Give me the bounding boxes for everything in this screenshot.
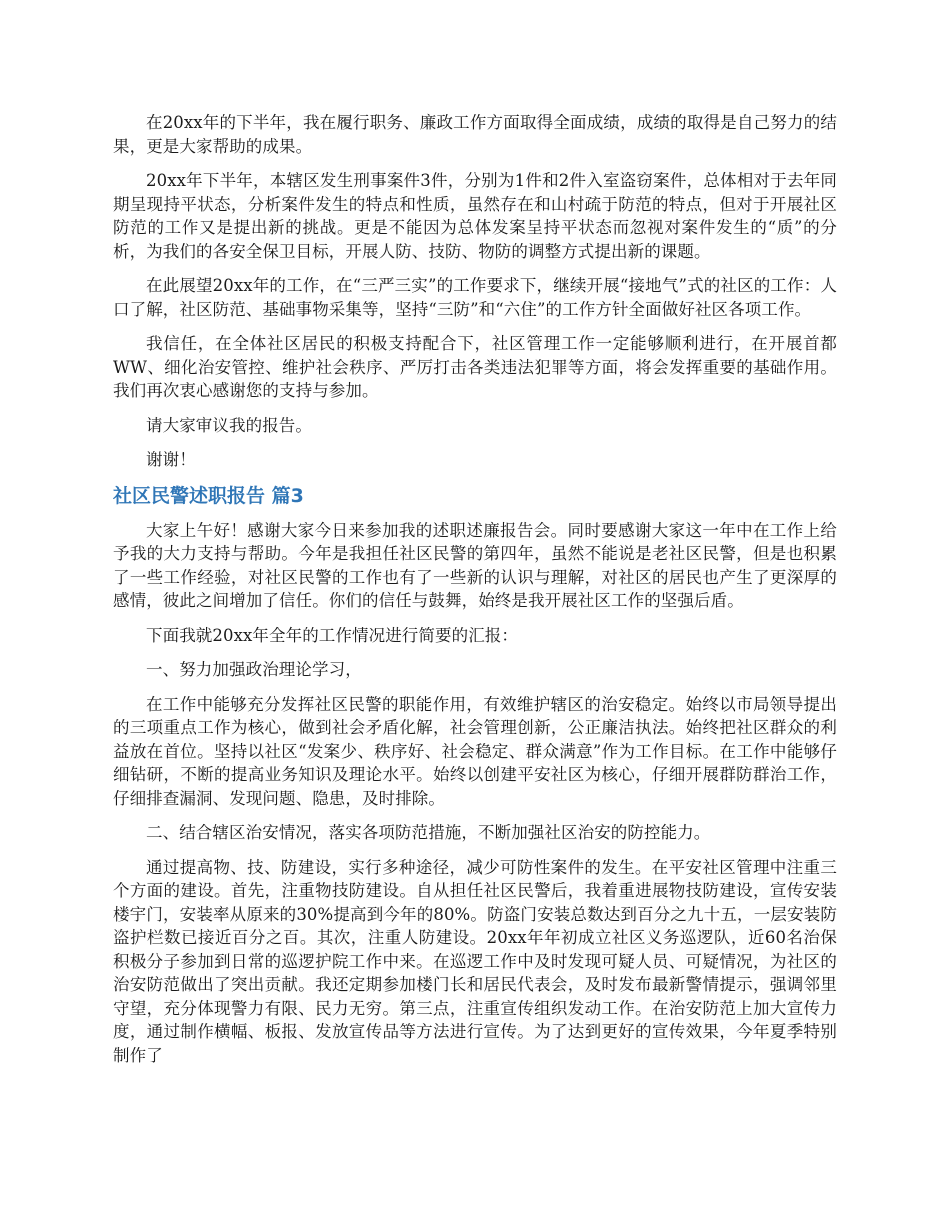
paragraph-point-two: 二、结合辖区治安情况，落实各项防范措施，不断加强社区治安的防控能力。 xyxy=(146,823,711,842)
paragraph-report-intro: 下面我就20xx年全年的工作情况进行简要的汇报： xyxy=(146,625,519,645)
paragraph-thanks: 谢谢！ xyxy=(146,450,196,469)
paragraph-greeting: 大家上午好！感谢大家今日来参加我的述职述廉报告会。同时要感谢大家这一年中在工作上给予我的大力支持与帮助。今年是我担任社区民警的第四年，虽然不能说是老社区民警，但是也积累了一些工作经验，对社区民警的工作也有了一些新的认识与理解，对社区的居民也产生了更深厚的感情，彼此之间增加了信任。你们的信任与鼓舞，始终是我开展社区工作的坚强后盾。 xyxy=(113,520,837,610)
section-heading: 社区民警述职报告 篇3 xyxy=(113,484,304,507)
paragraph-duty-performance: 在工作中能够充分发挥社区民警的职能作用，有效维护辖区的治安稳定。始终以市局领导提出的三项重点工作为核心，做到社会矛盾化解，社会管理创新，公正廉洁执法。始终把社区群众的利益放在首位。坚持以社区“发案少、秩序好、社会稳定、群众满意”作为工作目标。在工作中能够仔细钻研，不断的提高业务知识及理论水平。始终以创建平安社区为核心，仔细开展群防群治工作，仔细排查漏洞、发现问题、隐患，及时排除。 xyxy=(113,694,837,808)
paragraph-point-one: 一、努力加强政治理论学习， xyxy=(146,660,362,679)
paragraph-case-statistics: 20xx年下半年，本辖区发生刑事案件3件，分别为1件和2件入室盗窃案件，总体相对于去年同期呈现持平状态，分析案件发生的特点和性质，虽然存在和山村疏于防范的特点，但对于开展社区防范的工作又是提出新的挑战。更是不能因为总体发案呈持平状态而忽视对案件发生的“质”的分析，为我们的各安全保卫目标，开展人防、技防、物防的调整方式提出新的课题。 xyxy=(113,171,837,261)
document-page xyxy=(113,111,837,1078)
paragraph-outlook: 在此展望20xx年的工作，在“三严三实”的工作要求下，继续开展“接地气”式的社区的工作：人口了解，社区防范、基础事物采集等，坚持“三防”和“六住”的工作方针全面做好社区各项工作。 xyxy=(113,276,837,319)
paragraph-review-request: 请大家审议我的报告。 xyxy=(146,415,312,435)
paragraph-confidence: 我信任，在全体社区居民的积极支持配合下，社区管理工作一定能够顺利进行，在开展首都WW、细化治安管控、维护社会秩序、严厉打击各类违法犯罪等方面，将会发挥重要的基础作用。我们再次衷心感谢您的支持与参加。 xyxy=(113,334,837,400)
paragraph-summary: 在20xx年的下半年，我在履行职务、廉政工作方面取得全面成绩，成绩的取得是自己努力的结果，更是大家帮助的成果。 xyxy=(113,113,837,156)
paragraph-prevention-measures: 通过提高物、技、防建设，实行多种途径，减少可防性案件的发生。在平安社区管理中注重三个方面的建设。首先，注重物技防建设。自从担任社区民警后，我着重进展物技防建设，宣传安装楼宇门，安装率从原来的30%提高到今年的80%。防盗门安装总数达到百分之九十五，一层安装防盗护栏数已接近百分之百。其次，注重人防建设。20xx年年初成立社区义务巡逻队，近60名治保积极分子参加到日常的巡逻护院工作中来。在巡逻工作中及时发现可疑人员、可疑情况，为社区的治安防范做出了突出贡献。我还定期参加楼门长和居民代表会，及时发布最新警情提示，强调邻里守望，充分体现警力有限、民力无穷。第三点，注重宣传组织发动工作。在治安防范上加大宣传力度，通过制作横幅、板报、发放宣传品等方法进行宣传。为了达到更好的宣传效果，今年夏季特别制作了 xyxy=(113,857,837,1065)
